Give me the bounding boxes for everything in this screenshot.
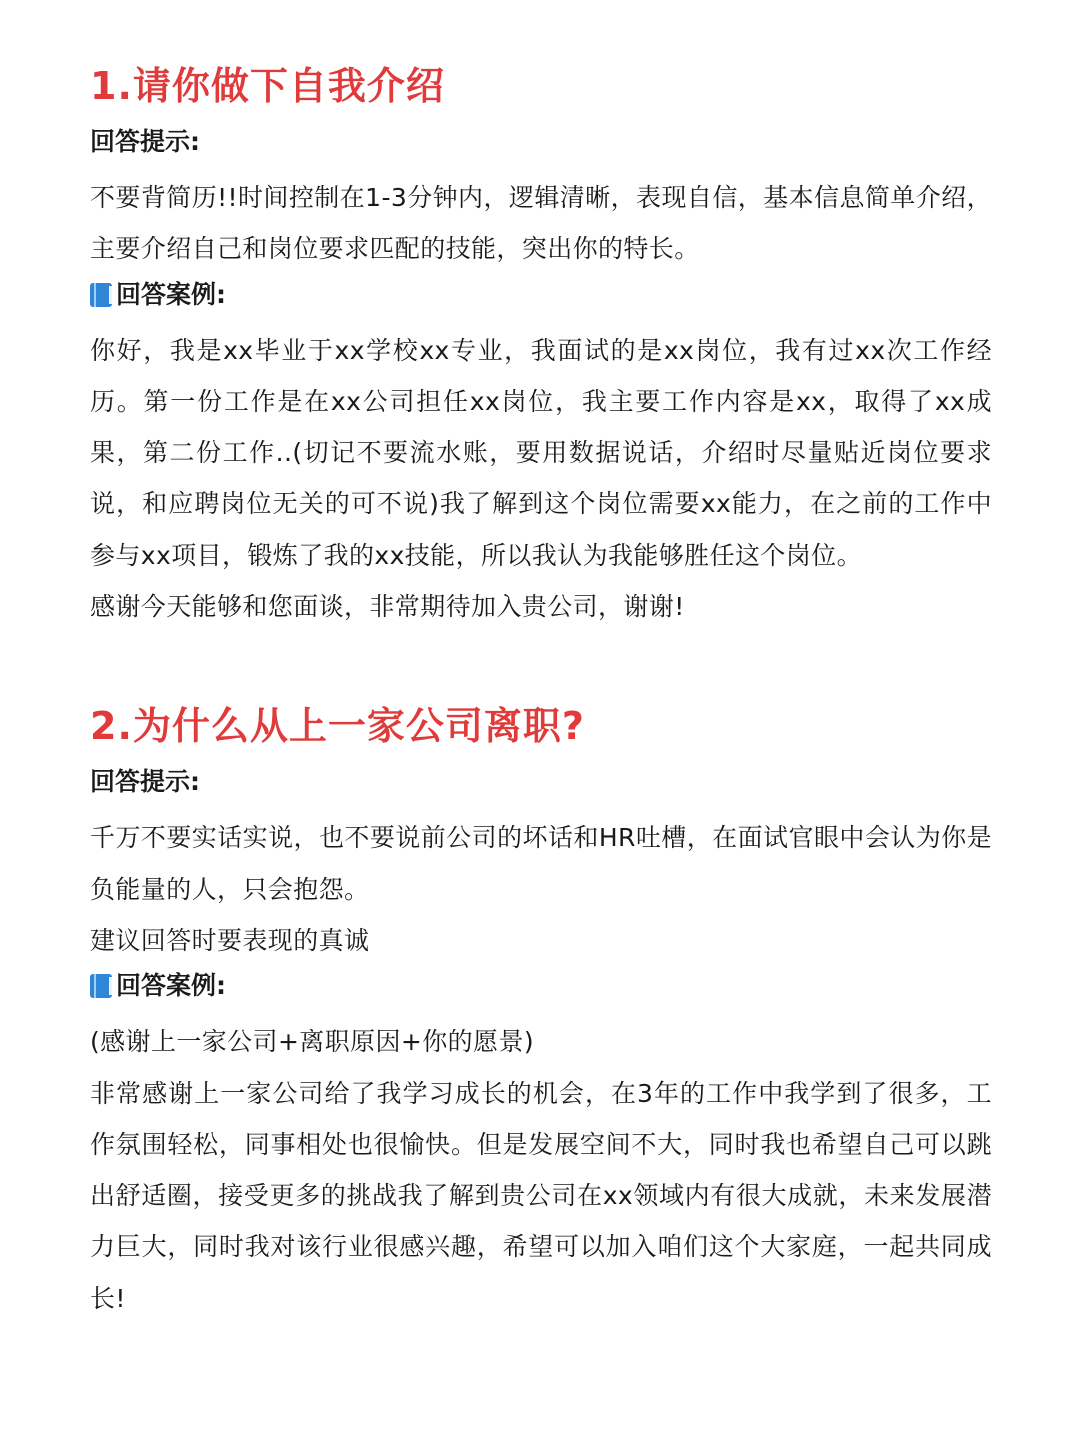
hint-paragraph: 千万不要实话实说，也不要说前公司的坏话和HR吐槽，在面试官眼中会认为你是负能量的人，只会抱怨。 bbox=[90, 823, 992, 904]
hint-label bbox=[90, 122, 992, 162]
example-label bbox=[90, 275, 992, 315]
example-paragraph: 感谢今天能够和您面谈，非常期待加入贵公司，谢谢! bbox=[90, 592, 685, 622]
section-leaving-reason bbox=[90, 698, 992, 1324]
book-icon bbox=[90, 974, 112, 998]
hint-paragraph: 建议回答时要表现的真诚 bbox=[90, 925, 370, 955]
book-icon bbox=[90, 283, 112, 307]
section-self-introduction bbox=[90, 58, 992, 632]
example-paragraph: 非常感谢上一家公司给了我学习成长的机会，在3年的工作中我学到了很多，工作氛围轻松，同事相处也很愉快。但是发展空间不大，同时我也希望自己可以跳出舒适圈，接受更多的挑战我了解到贵公司在xx领域内有很大成就，未来发展潜力巨大，同时我对该行业很感兴趣，希望可以加入咱们这个大家庭，一起共同成长! bbox=[90, 1078, 992, 1313]
hint-paragraph: 不要背简历!!时间控制在1-3分钟内，逻辑清晰，表现自信，基本信息简单介绍，主要介绍自己和岗位要求匹配的技能，突出你的特长。 bbox=[90, 183, 992, 264]
example-paragraph: (感谢上一家公司+离职原因+你的愿景) bbox=[90, 1027, 535, 1057]
example-label-text: 回答案例: bbox=[116, 971, 226, 1001]
hint-label-text: 回答提示: bbox=[90, 767, 200, 797]
hint-label-text: 回答提示: bbox=[90, 127, 200, 156]
example-paragraph: 你好，我是xx毕业于xx学校xx专业，我面试的是xx岗位，我有过xx次工作经历。第一份工作是在xx公司担任xx岗位，我主要工作内容是xx，取得了xx成果，第二份工作..(切记不要流水账，要用数据说话，介绍时尽量贴近岗位要求说，和应聘岗位无关的可不说)我了解到这个岗位需要xx能力，在之前的工作中参与xx项目，锻炼了我的xx技能，所以我认为我能够胜任这个岗位。 bbox=[90, 335, 992, 570]
section-title: 1.请你做下自我介绍 bbox=[90, 64, 445, 108]
section-title: 2.为什么从上一家公司离职? bbox=[90, 704, 585, 749]
example-label bbox=[90, 966, 992, 1006]
hint-label bbox=[90, 762, 992, 802]
example-label-text: 回答案例: bbox=[116, 279, 226, 309]
